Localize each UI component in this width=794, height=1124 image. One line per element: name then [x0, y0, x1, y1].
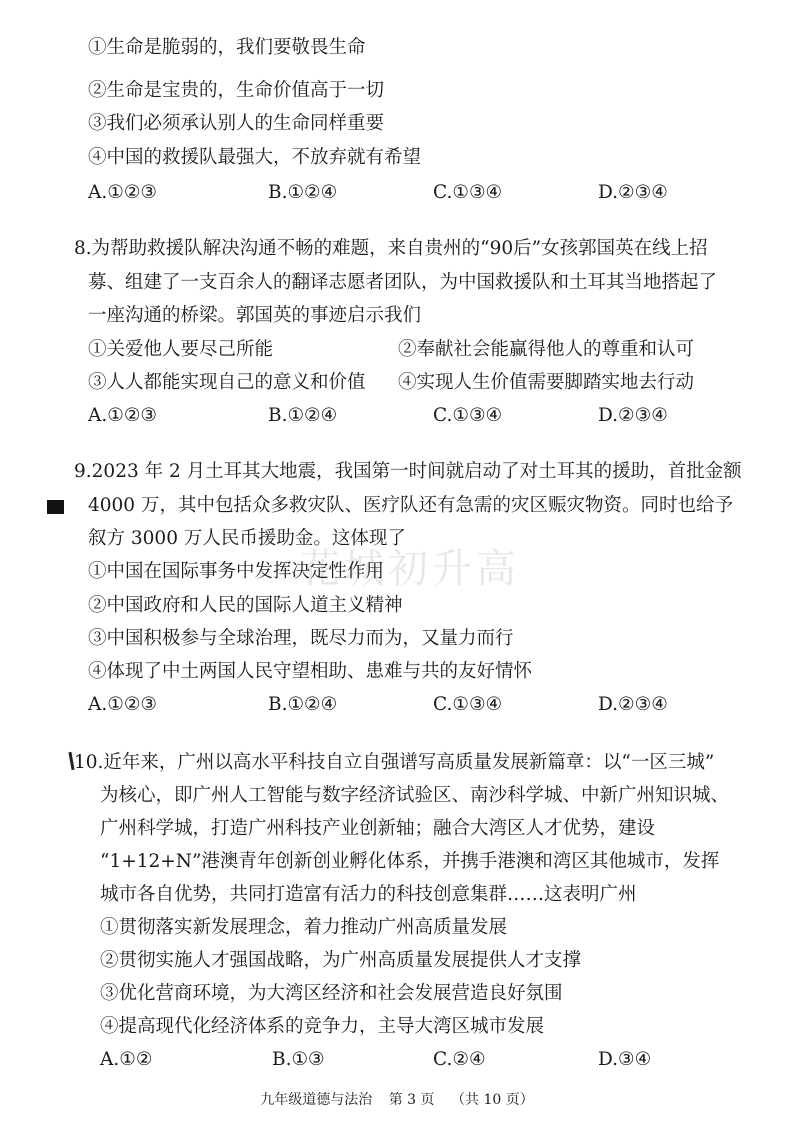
q9-item-4: ④体现了中土两国人民守望相助、患难与共的友好情怀: [88, 661, 533, 682]
q10-stem-5: 城市各自优势，共同打造富有活力的科技创意集群……这表明广州: [100, 884, 637, 905]
q7-item-1: ①生命是脆弱的，我们要敬畏生命: [88, 37, 366, 58]
footer-subject: 九年级道德与法治: [260, 1092, 373, 1108]
q9-stem-2: 4000 万，其中包括众多救灾队、医疗队还有急需的灾区赈灾物资。同时也给予: [88, 495, 733, 516]
watermark: 花城初升高: [300, 546, 520, 592]
q9-option-b: B.①②④: [268, 694, 338, 715]
q8-option-a: A.①②③: [88, 405, 157, 426]
footer-total-pages: （共 10 页）: [451, 1092, 534, 1108]
footer-page-number: 第 3 页: [388, 1092, 435, 1108]
q9-item-3: ③中国积极参与全球治理，既尽力而为，又量力而行: [88, 628, 514, 649]
q9-item-2: ②中国政府和人民的国际人道主义精神: [88, 595, 403, 616]
q7-option-c: C.①③④: [433, 182, 503, 203]
q7-item-2: ②生命是宝贵的，生命价值高于一切: [88, 80, 385, 101]
q8-stem-2: 募、组建了一支百余人的翻译志愿者团队，为中国救援队和土耳其当地搭起了: [88, 272, 718, 293]
q7-item-4: ④中国的救援队最强大，不放弃就有希望: [88, 147, 422, 168]
q10-item-3: ③优化营商环境，为大湾区经济和社会发展营造良好氛围: [100, 983, 563, 1004]
scan-mark: [47, 500, 64, 514]
q8-option-c: C.①③④: [433, 405, 503, 426]
q10-item-4: ④提高现代化经济体系的竞争力，主导大湾区城市发展: [100, 1016, 545, 1037]
q8-item-3: ③人人都能实现自己的意义和价值: [88, 372, 366, 393]
q9-option-c: C.①③④: [433, 694, 503, 715]
page-footer: [0, 1090, 794, 1110]
q10-stem-4: “1+12+N”港澳青年创新创业孵化体系，并携手港澳和湾区其他城市，发挥: [100, 851, 720, 872]
q10-option-d: D.③④: [598, 1049, 652, 1070]
q10-option-b: B.①③: [272, 1049, 325, 1070]
q9-option-a: A.①②③: [88, 694, 157, 715]
q10-option-a: A.①②: [100, 1049, 153, 1070]
q10-item-1: ①贯彻落实新发展理念，着力推动广州高质量发展: [100, 917, 508, 938]
q10-stem-1: 10.近年来，广州以高水平科技自立自强谱写高质量发展新篇章：以“一区三城”: [74, 752, 715, 773]
q7-item-3: ③我们必须承认别人的生命同样重要: [88, 113, 385, 134]
q8-stem-3: 一座沟通的桥梁。郭国英的事迹启示我们: [88, 305, 422, 326]
q8-option-d: D.②③④: [598, 405, 668, 426]
q10-stem-2: 为核心，即广州人工智能与数字经济试验区、南沙科学城、中新广州知识城、: [100, 785, 730, 806]
q10-item-2: ②贯彻实施人才强国战略，为广州高质量发展提供人才支撑: [100, 950, 582, 971]
q8-item-2: ②奉献社会能赢得他人的尊重和认可: [398, 339, 695, 360]
q7-option-d: D.②③④: [598, 182, 668, 203]
q9-item-1: ①中国在国际事务中发挥决定性作用: [88, 561, 385, 582]
q9-stem-1: 9.2023 年 2 月土耳其大地震，我国第一时间就启动了对土耳其的援助，首批金额: [74, 461, 742, 482]
q9-stem-3: 叙方 3000 万人民币援助金。这体现了: [88, 528, 406, 549]
q7-option-b: B.①②④: [268, 182, 338, 203]
q8-stem-1: 8.为帮助救援队解决沟通不畅的难题，来自贵州的“90后”女孩郭国英在线上招: [74, 238, 708, 259]
q8-item-1: ①关爱他人要尽己所能: [88, 339, 274, 360]
q8-option-b: B.①②④: [268, 405, 338, 426]
q8-item-4: ④实现人生价值需要脚踏实地去行动: [398, 372, 695, 393]
q9-option-d: D.②③④: [598, 694, 668, 715]
q7-option-a: A.①②③: [88, 182, 157, 203]
q10-option-c: C.②④: [433, 1049, 486, 1070]
q10-stem-3: 广州科学城，打造广州科技产业创新轴；融合大湾区人才优势，建设: [100, 818, 656, 839]
